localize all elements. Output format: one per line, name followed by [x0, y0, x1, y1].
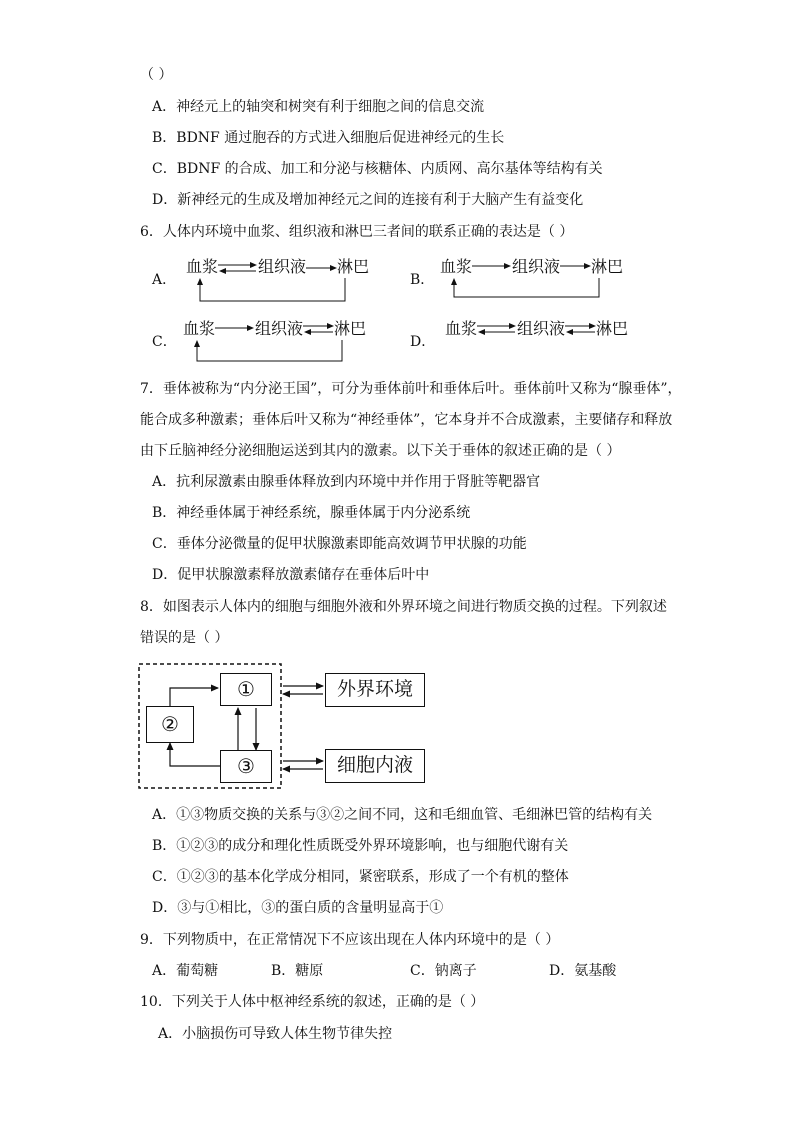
q8-intracellular-fluid: 细胞内液: [325, 749, 425, 783]
q9-option-b: B．糖原: [271, 963, 324, 979]
q6-letter-a: A．: [152, 272, 177, 288]
q6-stem: 6．人体内环境中血浆、组织液和淋巴三者间的联系正确的表达是（ ）: [140, 224, 574, 240]
q8-node-3: ③: [220, 750, 272, 783]
q8-option-d: D．③与①相比，③的蛋白质的含量明显高于①: [152, 900, 444, 916]
q6a-lymph: 淋巴: [337, 257, 370, 276]
q8-option-a: A．①③物质交换的关系与③②之间不同，这和毛细血管、毛细淋巴管的结构有关: [152, 807, 653, 823]
q8-stem-line-2: 错误的是（ ）: [140, 630, 229, 646]
q7-stem-line-3: 由下丘脑神经分泌细胞运送到其内的激素。以下关于垂体的叙述正确的是（ ）: [140, 443, 621, 459]
q6c-plasma: 血浆: [183, 319, 216, 338]
q8-external-environment: 外界环境: [325, 673, 425, 707]
q7-option-a: A．抗利尿激素由腺垂体释放到内环境中并作用于肾脏等靶器官: [152, 474, 541, 490]
q5-option-d: D．新神经元的生成及增加神经元之间的连接有利于大脑产生有益变化: [152, 192, 584, 208]
q8-stem-line-1: 8．如图表示人体内的细胞与细胞外液和外界环境之间进行物质交换的过程。下列叙述: [140, 599, 667, 615]
q8-node-2: ②: [146, 706, 194, 743]
q8-option-b: B．①②③的成分和理化性质既受外界环境影响，也与细胞代谢有关: [152, 838, 569, 854]
q6a-plasma: 血浆: [186, 257, 219, 276]
q9-option-d: D．氨基酸: [549, 963, 617, 979]
q6c-tissue: 组织液: [255, 319, 304, 338]
q5-option-a: A．神经元上的轴突和树突有利于细胞之间的信息交流: [152, 99, 485, 115]
q6b-plasma: 血浆: [440, 257, 473, 276]
q7-option-c: C．垂体分泌微量的促甲状腺激素即能高效调节甲状腺的功能: [152, 536, 527, 552]
q6-letter-b: B．: [410, 272, 435, 288]
q9-option-c: C．钠离子: [410, 963, 477, 979]
q9-option-a: A．葡萄糖: [152, 963, 219, 979]
q6b-lymph: 淋巴: [591, 257, 624, 276]
q7-stem-line-2: 能合成多种激素；垂体后叶又称为“神经垂体”，它本身并不合成激素，主要储存和释放: [140, 412, 673, 428]
q10-option-a: A．小脑损伤可导致人体生物节律失控: [158, 1026, 393, 1042]
q7-option-b: B．神经垂体属于神经系统，腺垂体属于内分泌系统: [152, 505, 471, 521]
q6a-tissue: 组织液: [258, 257, 307, 276]
q8-node-1: ①: [220, 673, 272, 706]
q5-option-b: B．BDNF 通过胞吞的方式进入细胞后促进神经元的生长: [152, 130, 505, 146]
q5-paren: （ ）: [140, 67, 173, 83]
q6d-plasma: 血浆: [445, 319, 478, 338]
q5-option-c: C．BDNF 的合成、加工和分泌与核糖体、内质网、高尔基体等结构有关: [152, 161, 603, 177]
q6-letter-d: D．: [410, 334, 436, 350]
q7-stem-line-1: 7．垂体被称为“内分泌王国”，可分为垂体前叶和垂体后叶。垂体前叶又称为“腺垂体”，: [140, 381, 682, 397]
q6b-tissue: 组织液: [512, 257, 561, 276]
q8-option-c: C．①②③的基本化学成分相同，紧密联系，形成了一个有机的整体: [152, 869, 569, 885]
q9-stem: 9．下列物质中，在正常情况下不应该出现在人体内环境中的是（ ）: [140, 932, 560, 948]
q6d-tissue: 组织液: [517, 319, 566, 338]
q6-letter-c: C．: [152, 334, 177, 350]
q6c-lymph: 淋巴: [334, 319, 367, 338]
q6d-lymph: 淋巴: [596, 319, 629, 338]
q7-option-d: D．促甲状腺激素释放激素储存在垂体后叶中: [152, 567, 430, 583]
q10-stem: 10．下列关于人体中枢神经系统的叙述，正确的是（ ）: [140, 994, 485, 1010]
